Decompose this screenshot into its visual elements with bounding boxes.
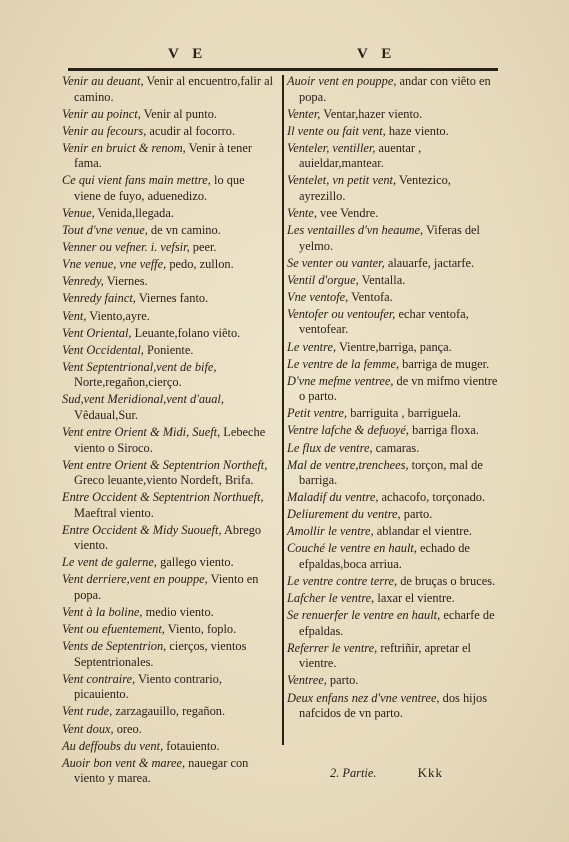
entry-headword: Vent rude, — [62, 704, 113, 719]
entry-headword: Venir au deuant, — [62, 74, 144, 88]
dictionary-entry — [62, 360, 274, 391]
entry-headword: Venredy, — [62, 274, 104, 289]
dictionary-entry — [287, 574, 499, 590]
dictionary-entry — [287, 490, 499, 506]
entry-translation: vee Vendre. — [316, 205, 379, 220]
part-label: 2. Partie. — [330, 766, 377, 780]
entry-headword: Amollir le ventre, — [287, 524, 374, 539]
entry-headword: Lafcher le ventre, — [287, 591, 375, 606]
header-left: V E — [168, 46, 208, 62]
entry-headword: Couché le ventre en hault, — [287, 541, 417, 556]
dictionary-entry — [62, 392, 274, 423]
entry-headword: Vente, — [287, 205, 317, 220]
dictionary-entry — [287, 74, 499, 105]
entry-headword: Vent entre Orient & Midi, Sueft, — [62, 425, 221, 439]
entry-headword: Entre Occident & Midy Suoueft, — [62, 522, 222, 537]
entry-headword: Venir au poinct, — [62, 106, 141, 121]
dictionary-entry — [62, 343, 274, 359]
entry-headword: Ventree, — [287, 673, 327, 688]
entry-headword: Ventofer ou ventoufer, — [287, 306, 396, 321]
entry-translation: echarfe de efpaldas. — [299, 608, 495, 638]
dictionary-entry — [62, 240, 274, 256]
entry-translation: de vn mifmo vientre o parto. — [299, 373, 498, 404]
dictionary-entry — [287, 541, 499, 572]
entry-headword: Le ventre de la femme, — [287, 356, 400, 371]
entry-translation: Viento contrario, picauiento. — [74, 671, 222, 702]
dictionary-entry — [62, 74, 274, 105]
signature-mark: Kkk — [417, 765, 443, 780]
dictionary-entry — [287, 206, 499, 222]
entry-headword: Petit ventre, — [287, 406, 348, 421]
dictionary-entry — [62, 206, 274, 222]
entry-headword: Vent derriere,vent en pouppe, — [62, 572, 208, 587]
entry-translation: Venir al encuentro,falir al camino. — [74, 74, 274, 104]
dictionary-entry — [287, 256, 499, 272]
entry-headword: Ce qui vient fans main mettre, — [62, 173, 211, 188]
entry-translation: parto. — [326, 673, 359, 688]
entry-translation: Ventezico, ayrezillo. — [299, 173, 451, 203]
entry-headword: Deliurement du ventre, — [287, 507, 401, 522]
entry-headword: Deux enfans nez d'vne ventree, — [287, 690, 440, 705]
dictionary-entry — [287, 458, 499, 489]
entry-translation: zarzagauillo, regañon. — [112, 704, 226, 719]
header-rule — [68, 68, 498, 71]
entry-headword: Vne ventofe, — [287, 289, 349, 304]
dictionary-entry — [287, 524, 499, 540]
entry-translation: peer. — [189, 240, 217, 255]
entry-headword: Venteler, ventiller, — [287, 140, 376, 155]
entry-translation: haze viento. — [385, 123, 449, 138]
entry-headword: Vent ou efuentement, — [62, 622, 165, 637]
entry-translation: auentar , auieldar,mantear. — [299, 140, 422, 171]
entry-headword: Sud,vent Meridional,vent d'aual, — [62, 392, 224, 407]
entry-headword: D'vne mefme ventree, — [287, 373, 394, 388]
dictionary-entry — [62, 107, 274, 123]
entry-translation: pedo, zullon. — [166, 257, 234, 272]
entry-translation: acudir al focorro. — [146, 123, 236, 138]
entry-translation: Viento,ayre. — [86, 308, 150, 323]
dictionary-entry — [62, 572, 274, 603]
dictionary-entry — [62, 622, 274, 638]
entry-translation: Lebeche viento o Siroco. — [74, 425, 266, 455]
header-right: V E — [357, 46, 397, 62]
entry-headword: Le ventre contre terre, — [287, 574, 398, 589]
entry-translation: de bruças o bruces. — [397, 574, 496, 589]
dictionary-entry — [287, 273, 499, 289]
entry-translation: Poniente. — [143, 342, 194, 357]
dictionary-entry — [287, 340, 499, 356]
entry-headword: Vent Occidental, — [62, 342, 144, 357]
entry-translation: Venir al punto. — [140, 106, 217, 121]
entry-translation: dos hijos nafcidos de vn parto. — [299, 690, 488, 721]
dictionary-entry — [62, 704, 274, 720]
entry-headword: Venir au fecours, — [62, 123, 147, 138]
dictionary-entry — [62, 722, 274, 738]
page-footer — [330, 765, 510, 781]
dictionary-entry — [62, 141, 274, 172]
entry-headword: Ventil d'orgue, — [287, 272, 359, 287]
entry-translation: Vientre,barriga, pança. — [336, 339, 452, 354]
entry-translation: parto. — [400, 507, 433, 522]
entry-translation: Maeftral viento. — [74, 505, 154, 520]
entry-headword: Vne venue, vne veffe, — [62, 257, 167, 272]
dictionary-entry — [287, 691, 499, 722]
entry-translation: Venida,llegada. — [94, 205, 174, 220]
entry-translation: de vn camino. — [147, 223, 221, 238]
entry-translation: Venir à tener fama. — [74, 140, 252, 171]
entry-headword: Ventre lafche & defuoyé, — [287, 423, 410, 438]
dictionary-entry — [287, 124, 499, 140]
dictionary-entry — [62, 739, 274, 755]
entry-translation: Viento en popa. — [74, 572, 259, 602]
dictionary-entry — [287, 608, 499, 639]
dictionary-entry — [62, 173, 274, 204]
entry-headword: Venner ou vefner. i. vefsir, — [62, 240, 190, 255]
running-header — [0, 46, 569, 66]
entry-translation: Leuante,folano viêto. — [131, 325, 241, 340]
entry-translation: Viento, foplo. — [164, 622, 237, 637]
entry-headword: Tout d'vne venue, — [62, 223, 148, 238]
dictionary-entry — [62, 124, 274, 140]
dictionary-entry — [287, 173, 499, 204]
entry-headword: Mal de ventre,trenchees, — [287, 457, 409, 472]
entry-headword: Referrer le ventre, — [287, 640, 378, 655]
dictionary-entry — [62, 490, 274, 521]
entry-headword: Auoir vent en pouppe, — [287, 74, 397, 88]
entry-translation: Ventofa. — [348, 289, 393, 304]
left-column — [62, 74, 274, 788]
entry-headword: Vent contraire, — [62, 671, 136, 686]
dictionary-entry — [62, 291, 274, 307]
entry-headword: Venue, — [62, 205, 95, 220]
dictionary-entry — [287, 141, 499, 172]
dictionary-entry — [62, 605, 274, 621]
dictionary-entry — [287, 673, 499, 689]
dictionary-entry — [287, 591, 499, 607]
dictionary-entry — [287, 107, 499, 123]
entry-translation: Viernes fanto. — [135, 291, 209, 306]
entry-translation: Vêdaual,Sur. — [74, 407, 139, 422]
entry-headword: Vent, — [62, 308, 87, 323]
entry-translation: Abrego viento. — [74, 522, 262, 553]
dictionary-entry — [287, 357, 499, 373]
entry-translation: torçon, mal de barriga. — [299, 457, 483, 488]
dictionary-entry — [287, 223, 499, 254]
entry-headword: Le flux de ventre, — [287, 440, 373, 455]
entry-headword: Vent doux, — [62, 721, 114, 736]
dictionary-entry — [62, 458, 274, 489]
dictionary-entry — [287, 423, 499, 439]
dictionary-entry — [287, 441, 499, 457]
entry-headword: Maladif du ventre, — [287, 490, 379, 505]
entry-headword: Vent Septentrional,vent de bife, — [62, 359, 217, 374]
entry-translation: Ventar,hazer viento. — [320, 106, 423, 121]
entry-headword: Il vente ou fait vent, — [287, 123, 386, 138]
dictionary-entry — [287, 641, 499, 672]
entry-translation: reftriñir, apretar el vientre. — [299, 640, 472, 671]
entry-headword: Le vent de galerne, — [62, 555, 157, 570]
entry-translation: barriga de muger. — [399, 356, 490, 371]
entry-translation: echado de efpaldas,boca arriua. — [299, 541, 470, 571]
entry-translation: alauarfe, jactarfe. — [384, 255, 475, 270]
entry-translation: Viferas del yelmo. — [299, 223, 480, 253]
dictionary-entry — [287, 290, 499, 306]
entry-translation: medio viento. — [142, 605, 214, 620]
dictionary-entry — [62, 223, 274, 239]
entry-translation: andar con viêto en popa. — [299, 74, 491, 104]
entry-translation: lo que viene de fuyo, aduenedizo. — [74, 173, 245, 203]
entry-headword: Se renuerfer le ventre en hault, — [287, 608, 441, 623]
dictionary-entry — [62, 756, 274, 787]
entry-translation: camaras. — [372, 440, 420, 455]
entry-headword: Vent Oriental, — [62, 325, 132, 340]
entry-headword: Venredy fainct, — [62, 291, 136, 306]
entry-headword: Au deffoubs du vent, — [62, 738, 164, 753]
entry-translation: ablandar el vientre. — [373, 524, 472, 539]
entry-translation: nauegar con viento y marea. — [74, 755, 249, 786]
dictionary-entry — [62, 425, 274, 456]
dictionary-entry — [287, 307, 499, 338]
dictionary-entry — [62, 274, 274, 290]
entry-headword: Les ventailles d'vn heaume, — [287, 223, 424, 238]
entry-translation: fotauiento. — [163, 738, 220, 753]
entry-headword: Ventelet, vn petit vent, — [287, 173, 397, 188]
entry-translation: echar ventofa, ventofear. — [299, 306, 469, 337]
entry-translation: laxar el vientre. — [374, 591, 455, 606]
dictionary-entry — [62, 672, 274, 703]
dictionary-entry — [62, 523, 274, 554]
entry-translation: barriga floxa. — [409, 423, 479, 438]
column-divider — [282, 75, 284, 745]
entry-headword: Se venter ou vanter, — [287, 255, 385, 270]
entry-headword: Venir en bruict & renom, — [62, 140, 186, 155]
dictionary-entry — [62, 555, 274, 571]
entry-headword: Entre Occident & Septentrion Northueft, — [62, 490, 264, 505]
dictionary-entry — [287, 374, 499, 405]
entry-translation: oreo. — [113, 721, 142, 736]
entry-translation: gallego viento. — [156, 555, 234, 570]
entry-headword: Vent entre Orient & Septentrion Northeft, — [62, 457, 268, 472]
dictionary-entry — [287, 507, 499, 523]
dictionary-entry — [62, 257, 274, 273]
dictionary-entry — [287, 406, 499, 422]
entry-translation: barriguita , barriguela. — [347, 406, 461, 421]
entry-translation: Ventalla. — [358, 272, 406, 287]
right-column — [287, 74, 499, 723]
entry-headword: Auoir bon vent & maree, — [62, 755, 186, 770]
entry-translation: Greco leuante,viento Nordeft, Brifa. — [74, 473, 254, 488]
entry-headword: Vents de Septentrion, — [62, 639, 167, 654]
entry-translation: cierços, vientos Septentrionales. — [74, 639, 247, 669]
dictionary-entry — [62, 326, 274, 342]
entry-headword: Vent à la boline, — [62, 605, 143, 620]
entry-headword: Venter, — [287, 106, 321, 121]
entry-translation: Viernes. — [103, 274, 148, 289]
dictionary-entry — [62, 309, 274, 325]
entry-translation: Norte,regañon,cierço. — [74, 375, 182, 390]
entry-translation: achacofo, torçonado. — [378, 490, 486, 505]
entry-headword: Le ventre, — [287, 339, 337, 354]
dictionary-entry — [62, 639, 274, 670]
